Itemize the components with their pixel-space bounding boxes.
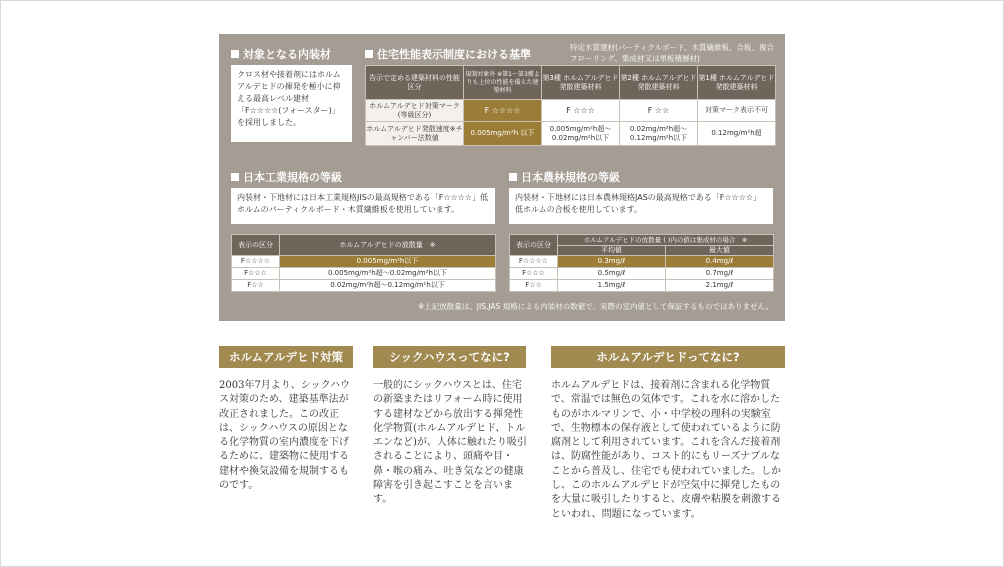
jis-title-text: 日本工業規格の等級: [243, 171, 342, 184]
col3-title: ホルムアルデヒドってなに?: [551, 346, 785, 368]
housing-title: [365, 48, 531, 61]
jis-table: [231, 234, 496, 292]
housing-row-label: ホルムアルデヒド対策マーク(等級区分): [366, 100, 464, 122]
housing-header-cell: 規制対象外 ※第1〜第3種よりも上位の性能を備えた建築材料: [464, 66, 542, 100]
housing-header-cell: 告示で定める建築材料の性能区分: [366, 66, 464, 100]
jis-row-label: F☆☆: [232, 280, 280, 292]
jas-row-label: F☆☆: [510, 280, 558, 292]
target-textbox: [231, 65, 352, 142]
housing-row-rate: [366, 122, 776, 146]
jas-row: [510, 280, 774, 292]
jas-cell: 0.5mg/ℓ: [558, 268, 666, 280]
housing-table: [365, 65, 776, 146]
square-bullet-icon: [365, 50, 373, 58]
jas-header-cell: 最大値: [666, 246, 774, 256]
housing-note: 特定木質建材(パーティクルボード、木質繊維板、合板、複合フローリング、集成材又は単板積層材): [570, 43, 774, 63]
col2-text: 一般的にシックハウスとは、住宅の新築またはリフォーム時に使用する建材などから放出する揮発性化学物質(ホルムアルデヒド、トルエンなど)が、人体に触れたり吸引されることにより、頭痛や目・鼻・喉の痛み、吐き気などの健康障害を引き起こすことを言います。: [373, 380, 527, 506]
housing-row-label: ホルムアルデヒド発散速度※チャンバー法数値: [366, 122, 464, 146]
square-bullet-icon: [509, 173, 517, 181]
housing-cell: 0.12mg/m²h超: [698, 122, 776, 146]
jis-header-row: [232, 235, 496, 256]
jas-header-row: [510, 235, 774, 246]
footnote: ※上記放散量は、JIS,JAS 規格による内装材の数値で、実際の室内値として保証するものではありません。: [417, 302, 773, 311]
jis-row-label: F☆☆☆☆: [232, 256, 280, 268]
jis-row: [232, 280, 496, 292]
housing-cell: F ☆☆☆☆: [464, 100, 542, 122]
jis-header-cell: 表示の区分: [232, 235, 280, 256]
housing-header-row: [366, 66, 776, 100]
jas-row: [510, 256, 774, 268]
info-panel: [219, 34, 785, 321]
jas-row-label: F☆☆☆: [510, 268, 558, 280]
jas-cell: 0.3mg/ℓ: [558, 256, 666, 268]
housing-row-mark: [366, 100, 776, 122]
jis-title: [231, 171, 342, 184]
housing-header-cell: 第2種 ホルムアルデヒド発散建築材料: [620, 66, 698, 100]
col1-title: ホルムアルデヒド対策: [219, 346, 353, 368]
housing-header-cell: 第3種 ホルムアルデヒド発散建築材料: [542, 66, 620, 100]
housing-header-cell: 第1種 ホルムアルデヒド発散建築材料: [698, 66, 776, 100]
square-bullet-icon: [231, 50, 239, 58]
jas-title-text: 日本農林規格の等級: [521, 171, 620, 184]
jis-cell: 0.02mg/m²h超〜0.12mg/m²h以下: [280, 280, 496, 292]
target-text: クロス材や接着剤にはホルムアルデヒドの揮発を極小に抑える最高レベル建材「F☆☆☆☆(フォースター)」を採用しました。: [237, 70, 341, 127]
jis-row-label: F☆☆☆: [232, 268, 280, 280]
jas-title: [509, 171, 620, 184]
jas-header-cell: 表示の区分: [510, 235, 558, 256]
jas-header-cell: 平均値: [558, 246, 666, 256]
jas-cell: 1.5mg/ℓ: [558, 280, 666, 292]
jis-text: 内装材・下地材には日本工業規格JISの最高規格である「F☆☆☆☆」低ホルムのパーティクルボード・木質繊維板を使用しています。: [237, 193, 489, 214]
housing-cell: 0.005mg/m²h超〜0.02mg/m²h以下: [542, 122, 620, 146]
jas-header-cell: ホルムアルデヒドの放散量 ( )内の値は集成材の場合 ※: [558, 235, 774, 246]
jis-cell: 0.005mg/m²h以下: [280, 256, 496, 268]
jas-table: [509, 234, 774, 292]
housing-cell: 0.02mg/m²h超〜0.12mg/m²h以下: [620, 122, 698, 146]
housing-cell: F ☆☆: [620, 100, 698, 122]
jas-text: 内装材・下地材には日本農林規格JASの最高規格である「F☆☆☆☆」低ホルムの合板を使用しています。: [515, 193, 762, 214]
col1-text: 2003年7月より、シックハウス対策のため、建築基準法が改正されました。この改正は、シックハウスの原因となる化学物質の室内濃度を下げるために、建築物に使用する建材や換気設備を規制するものです。: [219, 380, 351, 492]
col3-text: ホルムアルデヒドは、接着剤に含まれる化学物質で、常温では無色の気体です。これを水に溶かしたものがホルマリンで、小・中学校の理科の実験室で、生物標本の保存液として使われているように防腐剤として利用されています。これを含んだ接着剤は、防腐性能があり、コスト的にもリーズナブルなことから普及し、住宅でも使われていました。しかし、このホルムアルデヒドが空気中に揮発したものを大量に吸引したりすると、皮膚や粘膜を刺激するといわれ、問題になっています。: [551, 380, 781, 520]
square-bullet-icon: [231, 173, 239, 181]
jis-header-cell: ホルムアルデヒドの放散量 ※: [280, 235, 496, 256]
target-title: [231, 48, 331, 61]
housing-title-text: 住宅性能表示制度における基準: [377, 48, 531, 61]
jis-row: [232, 256, 496, 268]
housing-cell: 対策マーク表示不可: [698, 100, 776, 122]
jas-row-label: F☆☆☆☆: [510, 256, 558, 268]
housing-cell: F ☆☆☆: [542, 100, 620, 122]
target-title-text: 対象となる内装材: [243, 48, 331, 61]
jas-textbox: [509, 188, 773, 224]
housing-cell: 0.005mg/m²h 以下: [464, 122, 542, 146]
jis-cell: 0.005mg/m²h超〜0.02mg/m²h以下: [280, 268, 496, 280]
jis-textbox: [231, 188, 495, 224]
jas-cell: 2.1mg/ℓ: [666, 280, 774, 292]
jas-row: [510, 268, 774, 280]
jas-cell: 0.7mg/ℓ: [666, 268, 774, 280]
jis-row: [232, 268, 496, 280]
col2-title: シックハウスってなに?: [373, 346, 526, 368]
jas-cell: 0.4mg/ℓ: [666, 256, 774, 268]
